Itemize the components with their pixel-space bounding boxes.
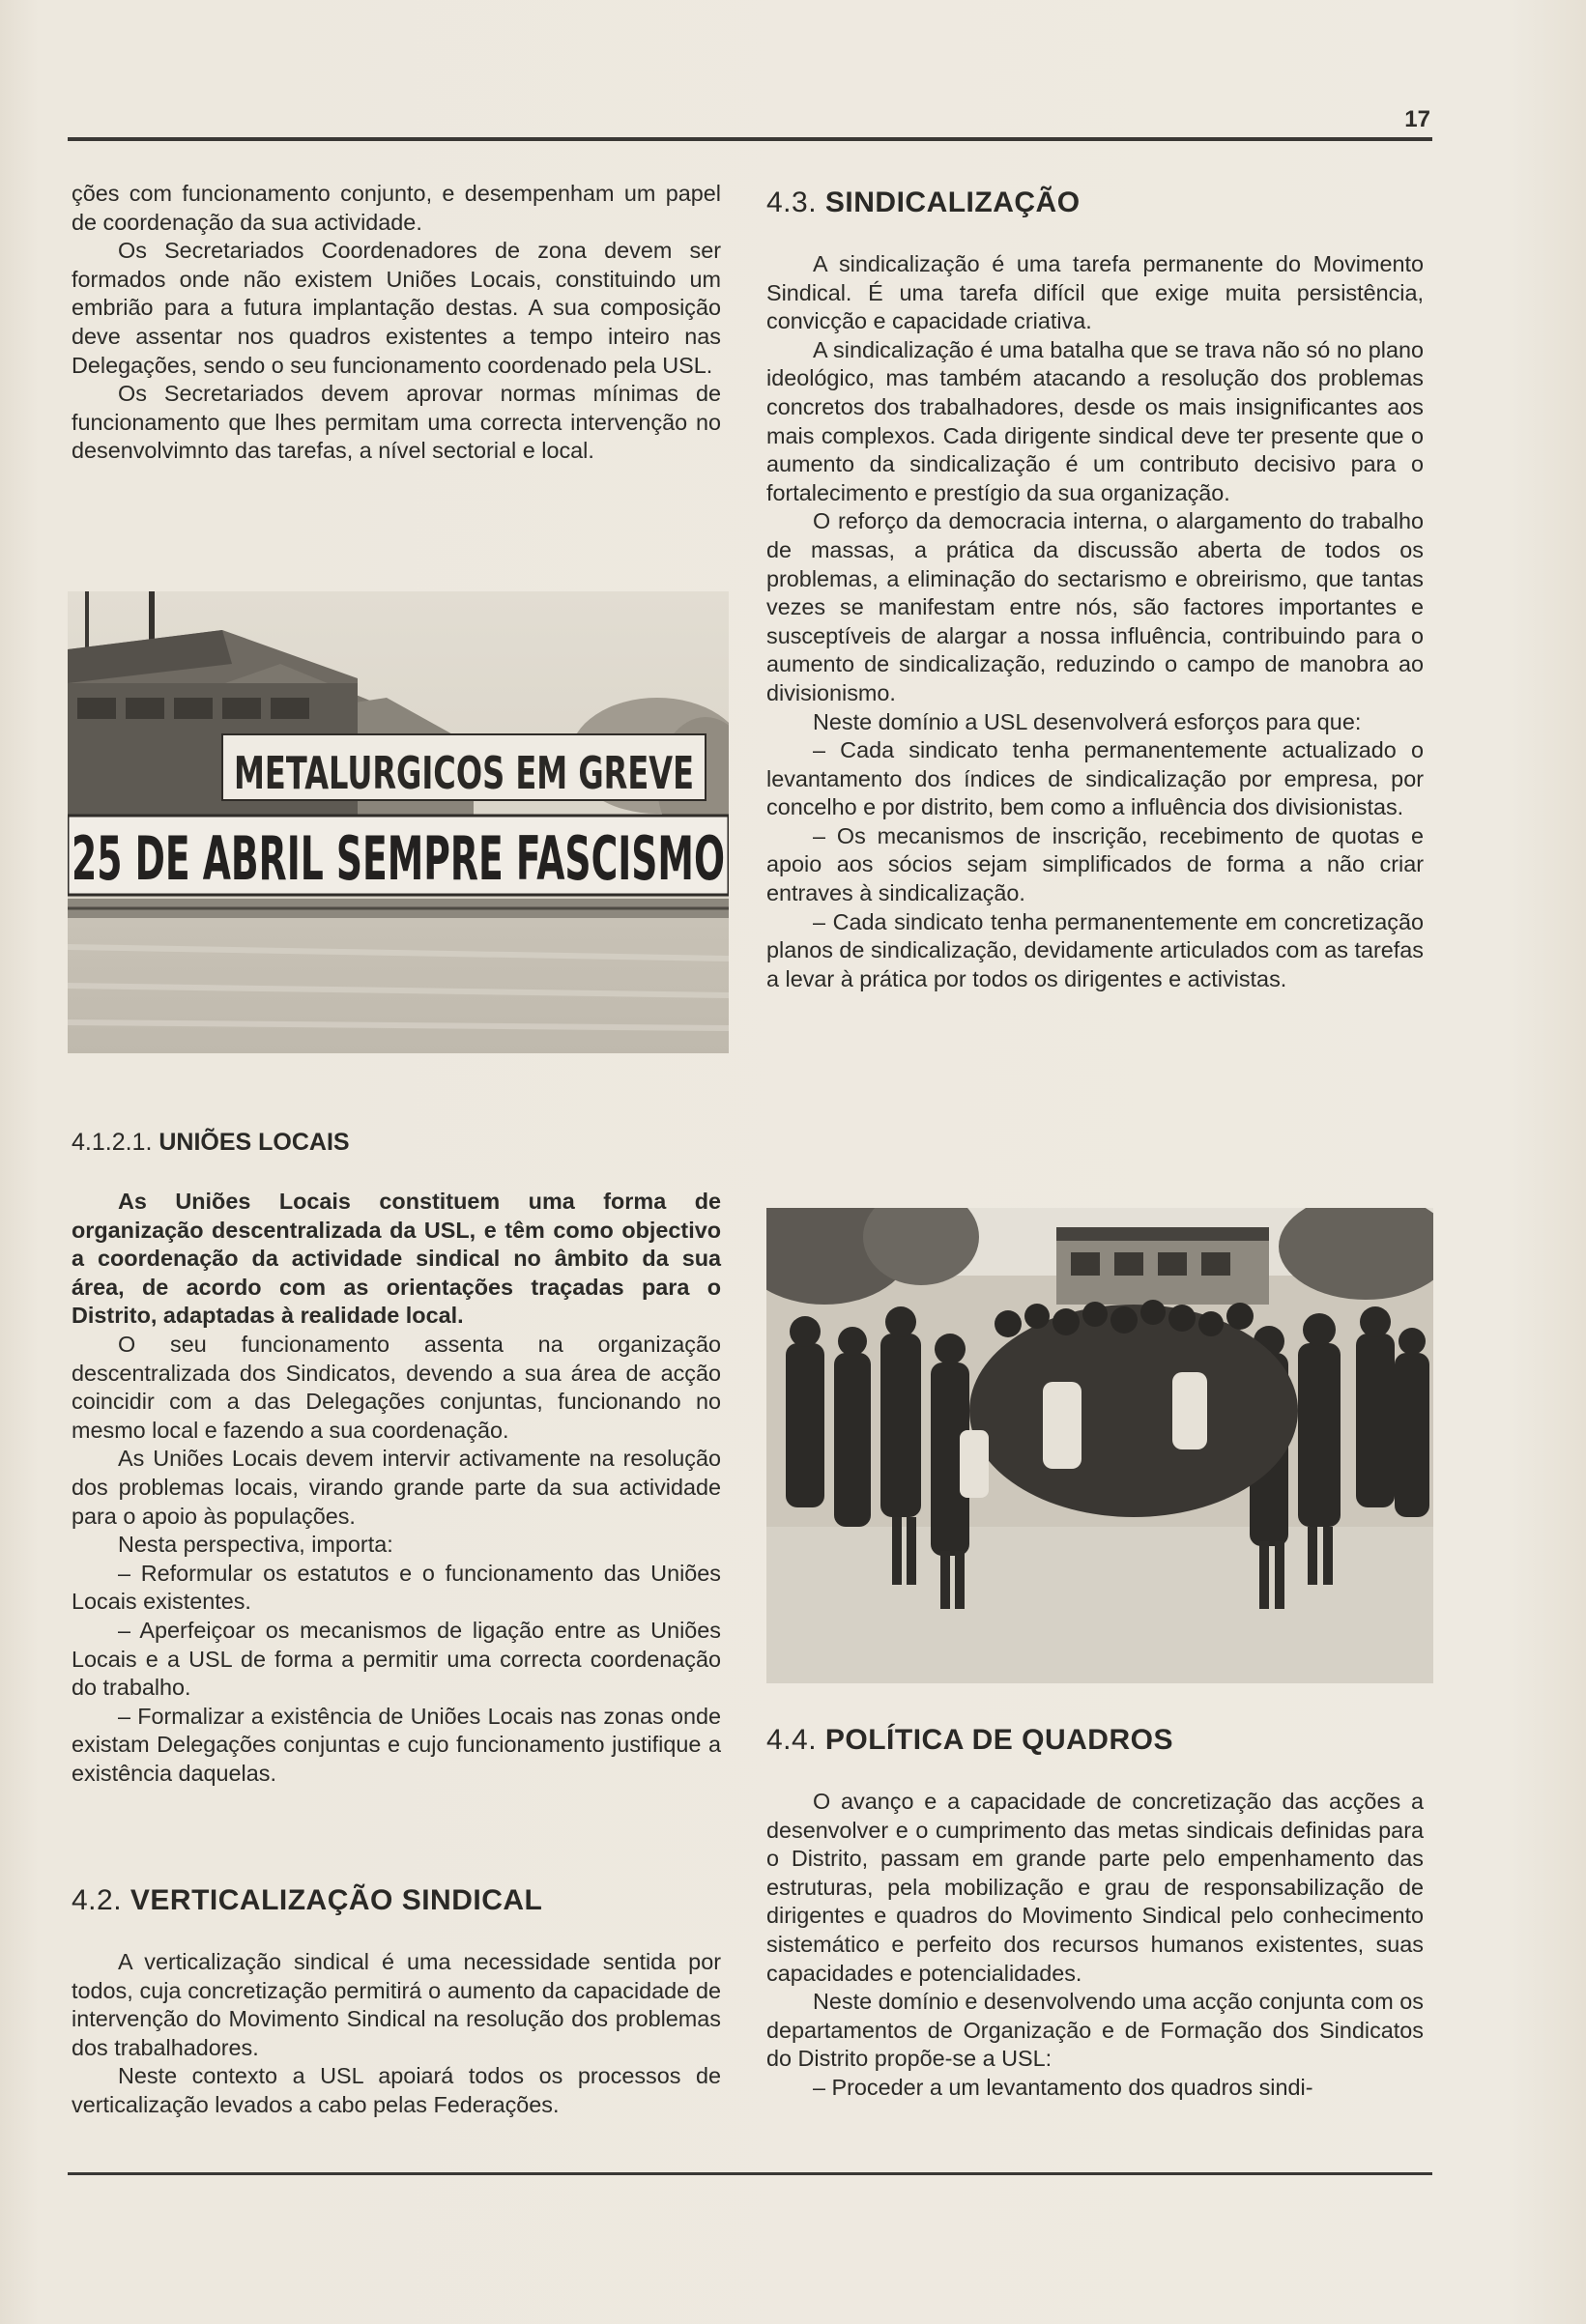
section-heading (72, 1129, 721, 1157)
list-item: – Aperfeiçoar os mecanismos de ligação entre as Uniões Locais e a USL de forma a permitir uma correcta coordenação do trabalho. (72, 1617, 721, 1701)
section-title: VERTICALIZAÇÃO SINDICAL (130, 1884, 543, 1916)
paragraph: Nesta perspectiva, importa: (118, 1532, 393, 1558)
paragraph: O seu funcionamento assenta na organização descentralizada dos Sindicatos, devendo a sua área de acção coincidir com a das Delegações conjuntas, funcionando no mesmo local e fazendo a sua coordenação. (72, 1331, 721, 1443)
workers-crowd-photo (766, 1208, 1433, 1683)
paragraph: As Uniões Locais devem intervir activamente na resolução dos problemas locais, virando grande parte da sua actividade para o apoio às populações. (72, 1446, 721, 1529)
section-heading (766, 186, 1424, 219)
paragraph: Neste domínio e desenvolvendo uma acção conjunta com os departamentos de Organização e de Formação dos Sindicatos do Distrito propõe-se a USL: (766, 1989, 1424, 2072)
paragraph: A sindicalização é uma tarefa permanente do Movimento Sindical. É uma tarefa difícil que exige muita persistência, convicção e capacidade criativa. (766, 251, 1424, 334)
bottom-rule (68, 2172, 1432, 2175)
top-rule (68, 137, 1432, 141)
section-number: 4.4. (766, 1724, 818, 1756)
section-number: 4.1.2.1. (72, 1129, 153, 1156)
left-intro-text (72, 180, 721, 466)
section-unioes-locais (72, 1129, 721, 1788)
list-item: – Cada sindicato tenha permanentemente actualizado o levantamento dos índices de sindicalização por empresa, por concelho e por distrito, bem como a influência dos divisionistas. (766, 737, 1424, 820)
banner-text-upper: METALURGICOS EM GREVE (234, 747, 694, 799)
banner-text-lower: 25 DE ABRIL SEMPRE FASCISMO (72, 823, 725, 894)
paragraph: ções com funcionamento conjunto, e desempenham um papel de coordenação da sua actividade. (72, 181, 721, 235)
section-number: 4.2. (72, 1884, 123, 1916)
section-heading (72, 1884, 721, 1917)
page-number: 17 (1404, 106, 1430, 132)
section-sindicalizacao (766, 186, 1424, 993)
section-title: UNIÕES LOCAIS (159, 1129, 350, 1156)
section-politica-quadros (766, 1724, 1424, 2103)
section-title: POLÍTICA DE QUADROS (824, 1724, 1173, 1756)
paragraph: Neste domínio a USL desenvolverá esforços para que: (813, 708, 1362, 734)
paragraph: O reforço da democracia interna, o alargamento do trabalho de massas, a prática da discussão aberta de todos os problemas, a eliminação do sectarismo e obreirismo, que tantas vezes se manifestam entre nós, são factores importantes e susceptíveis de alargar a nossa influência, contribuindo para o aumento de sindicalização, reduzindo o campo de manobra ao divisionismo. (766, 508, 1424, 705)
list-item: – Cada sindicato tenha permanentemente em concretização planos de sindicalização, devidamente articulados com as tarefas a levar à prática por todos os dirigentes e activistas. (766, 908, 1425, 991)
list-item: – Os mecanismos de inscrição, recebimento de quotas e apoio aos sócios sejam simplificados de forma a não criar entraves à sindicalização. (766, 822, 1424, 906)
paragraph: O avanço e a capacidade de concretização das acções a desenvolver e o cumprimento das metas sindicais definidas para o Distrito, passam em grande parte pelo empenhamento das estruturas, pela mobilização e grau de responsabilização de dirigentes e quadros do Movimento Sindical pelo conhecimento sistemático e perfeito dos recursos humanos existentes, suas capacidades e potencialidades. (766, 1789, 1424, 1986)
lead-paragraph: As Uniões Locais constituem uma forma de organização descentralizada da USL, e têm como objectivo a coordenação da actividade sindical no âmbito da sua área, de acordo com as orientações traçadas para o Distrito, adaptadas à realidade local. (72, 1189, 721, 1329)
section-verticalizacao (72, 1884, 721, 2120)
paragraph: A sindicalização é uma batalha que se trava não só no plano ideológico, mas também atacando a resolução dos problemas concretos dos trabalhadores, desde os mais insignificantes aos mais complexos. Cada dirigente sindical deve ter presente que o aumento da sindicalização é um contributo decisivo para o fortalecimento e prestígio da sua organização. (766, 336, 1424, 505)
section-heading (766, 1724, 1424, 1757)
paragraph: Os Secretariados devem aprovar normas mínimas de funcionamento que lhes permitam uma correcta intervenção no desenvolvimnto das tarefas, a nível sectorial e local. (72, 381, 721, 464)
list-item: – Formalizar a existência de Uniões Locais nas zonas onde existam Delegações conjuntas e cujo funcionamento justifique a existência daquelas. (72, 1703, 721, 1786)
paragraph: A verticalização sindical é uma necessidade sentida por todos, cuja concretização permitirá o aumento da capacidade de intervenção do Movimento Sindical na resolução dos problemas dos trabalhadores. (72, 1949, 721, 2060)
list-item: – Reformular os estatutos e o funcionamento das Uniões Locais existentes. (72, 1560, 721, 1615)
paragraph: Neste contexto a USL apoiará todos os processos de verticalização levados a cabo pelas Federações. (72, 2063, 721, 2117)
section-title: SINDICALIZAÇÃO (824, 186, 1081, 218)
strike-banner-photo (68, 591, 729, 1053)
list-item: – Proceder a um levantamento dos quadros sindi- (813, 2074, 1313, 2100)
paragraph: Os Secretariados Coordenadores de zona devem ser formados onde não existem Uniões Locais, constituindo um embrião para a futura implantação destas. A sua composição deve assentar nos quadros existentes a tempo inteiro nas Delegações, sendo o seu funcionamento coordenado pela USL. (72, 238, 721, 378)
section-number: 4.3. (766, 186, 818, 218)
